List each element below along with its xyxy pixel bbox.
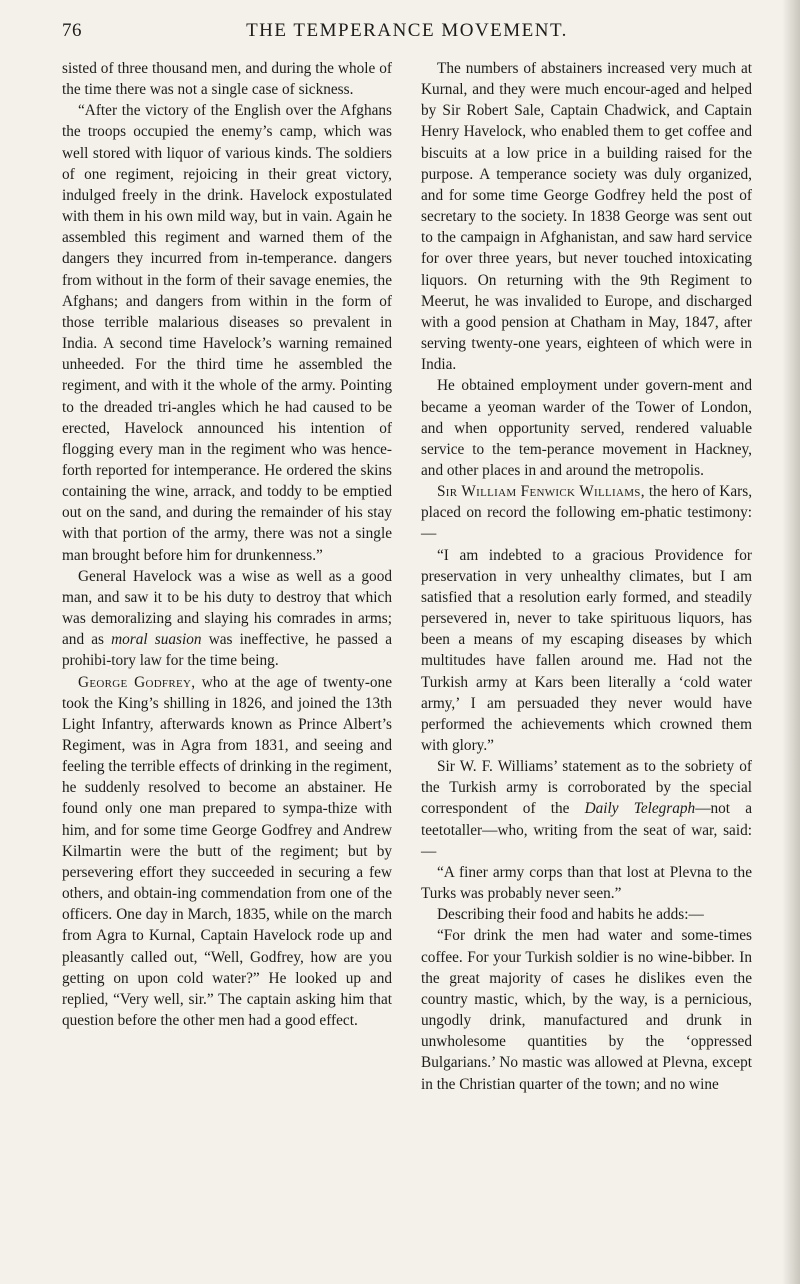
paragraph (62, 566, 392, 672)
italic-phrase: moral suasion (111, 631, 202, 649)
quote-paragraph: “A finer army corps than that lost at Plevna to the Turks was probably never seen.” (421, 863, 752, 903)
paragraph: The numbers of abstainers increased very much at Kurnal, and they were much encour-aged and helped by Sir Robert Sale, Captain Chadwick, and Captain Henry Havelock, who enabled them to get coffee and biscuits at a low price in a building raised for the purpose. A temperance society was duly organized, and for some time George Godfrey held the post of secretary to the society. In 1838 George was sent out to the campaign in Afghanistan, and saw hard service for over three years, but never touched intoxicating liquors. On returning with the 9th Regiment to Meerut, he was invalided to Europe, and discharged with a good pension at Chatham in May, 1847, after serving twenty-one years, eighteen of which were in India. (421, 60, 752, 374)
text-run: —not a teetotaller—who, writing from the seat of war, said:— (421, 800, 752, 860)
person-name: George Godfrey, (78, 673, 196, 691)
quote-paragraph: “For drink the men had water and some-times coffee. For your Turkish soldier is no wine-bibber. In the great majority of cases he dislikes even the country mastic, which, by the way, is a pernicious, ungodly drink, manufactured and drunk in unwholesome quantities by the ‘oppressed Bulgarians.’ No mastic was allowed at Plevna, except in the Christian quarter of the town; and no wine (421, 927, 752, 1093)
person-name: Sir William Fenwick Williams, (437, 483, 645, 501)
paragraph (421, 481, 752, 544)
quote-paragraph: “I am indebted to a gracious Providence for preservation in very unhealthy climates, but I am satisfied that a resolution early formed, and steadily persevered in, never to take spirituous liquors, has been a means of my escaping diseases by which multitudes have fallen around me. Had not the Turkish army at Kars been literally a ‘cold water army,’ I am persuaded they never would have performed the achievements which crowned them with glory.” (421, 546, 752, 754)
page-header (62, 20, 752, 54)
right-column (421, 58, 752, 1095)
italic-phrase: Daily Telegraph (584, 800, 696, 818)
paragraph: He obtained employment under govern-ment and became a yeoman warder of the Tower of London, and when opportunity served, rendered valuable service to the tem-perance movement in Hackney, and other places in and around the metropolis. (421, 377, 752, 479)
text-run: General Havelock was a wise as well as a good man, and saw it to be his duty to destroy that which was demoralizing and slaying his comrades in arms; and as (62, 567, 392, 649)
page-edge-shadow (782, 0, 800, 1284)
running-title: THE TEMPERANCE MOVEMENT. (246, 20, 568, 41)
page-number: 76 (62, 20, 82, 41)
left-column (62, 58, 392, 1031)
text-run: Sir W. F. Williams’ statement as to the sobriety of the Turkish army is corroborated by the special correspondent of the (421, 758, 752, 818)
paragraph: sisted of three thousand men, and during the whole of the time there was not a single case of sickness. (62, 60, 392, 99)
paragraph: Describing their food and habits he adds:— (437, 906, 704, 924)
text-run: who at the age of twenty-one took the King’s shilling in 1826, and joined the 13th Light Infantry, afterwards known as Prince Albert’s Regiment, was in Agra from 1831, and seeing and feeling the terrible effects of drinking in the regiment, he suddenly resolved to become an abstainer. He found only one man prepared to sympa-thize with him, and for some time George Godfrey and Andrew Kilmartin were the butt of the regiment; but by persevering effort they succeeded in securing a few others, and obtain-ing commendation from one of the officers. One day in March, 1835, while on the march from Agra to Kurnal, Captain Havelock rode up and pleasantly called out, “Well, Godfrey, how are you getting on upon cold water?” He looked up and replied, “Very well, sir.” The captain asking him that question before the other men had a good effect. (62, 673, 392, 1030)
text-run: was ineffective, he passed a prohibi-tory law for the time being. (62, 631, 392, 670)
text-run: the hero of Kars, placed on record the following em-phatic testimony:— (421, 483, 753, 543)
paragraph: “After the victory of the English over the Afghans the troops occupied the enemy’s camp, which was well stored with liquor of various kinds. The soldiers of one regiment, rejoicing in their great victory, indulged freely in the drink. Havelock expostulated with them in his own mild way, but in vain. Again he assembled this regiment and warned them of the dangers they incurred from in-temperance. dangers from without in the form of their savage enemies, the Afghans; and dangers from within in the form of those terrible malarious diseases so prevalent in India. A second time Havelock’s warning remained unheeded. For the third time he assembled the regiment, and with it the whole of the army. Pointing to the dreaded tri-angles which he had caused to be erected, Havelock announced his intention of flogging every man in the regiment who was hence-forth reported for intemperance. He ordered the skins containing the wine, arrack, and toddy to be emptied out on the sand, and during the remainder of his stay with that portion of the army, there was not a single man brought before him for drunkenness.” (62, 102, 392, 564)
paragraph (421, 756, 752, 862)
paragraph (62, 672, 392, 1032)
